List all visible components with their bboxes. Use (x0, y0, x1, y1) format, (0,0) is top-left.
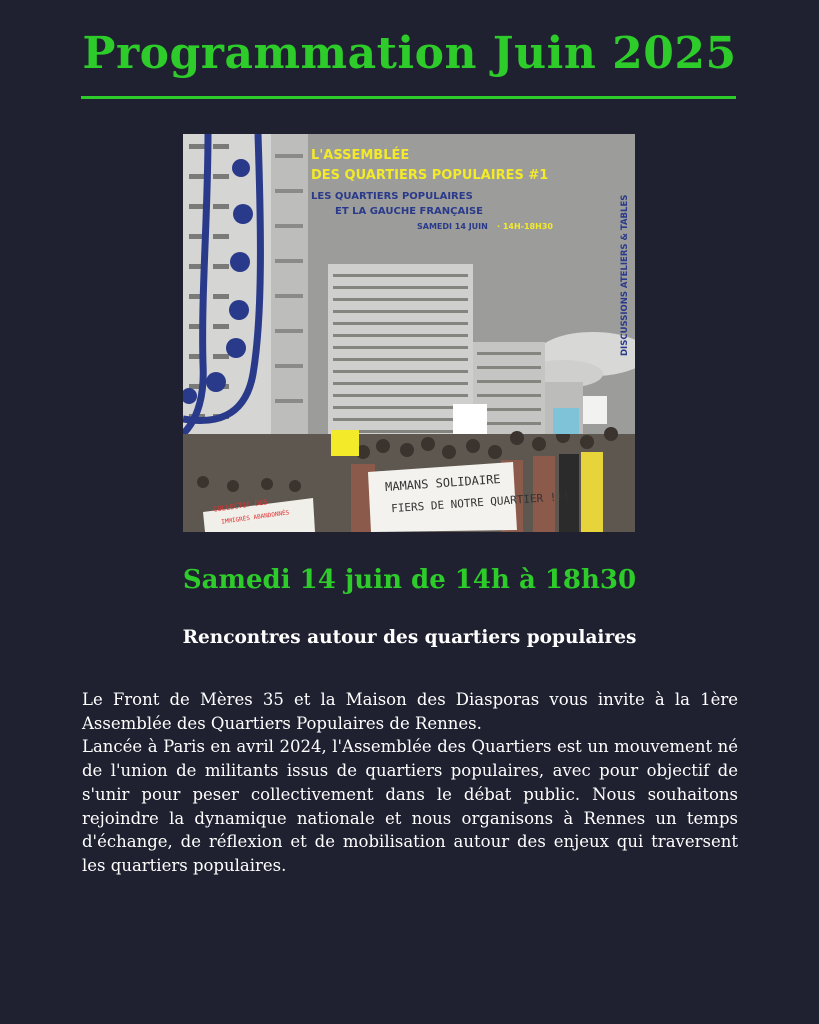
event-description (82, 688, 738, 878)
event-date: Samedi 14 juin de 14h à 18h30 (182, 565, 637, 595)
event-poster-image (183, 134, 635, 532)
poster-sign-line-1: COLLECTIF DES (212, 498, 269, 514)
event-subtitle: Rencontres autour des quartiers populaires (182, 627, 637, 648)
poster-vertical-label: DISCUSSIONS ATELIERS & TABLES (620, 194, 630, 356)
poster-banner-line-1: MAMANS SOLIDAIRE (384, 471, 501, 495)
poster-time-label: · 14H-18H30 (497, 222, 553, 231)
poster-line-4: ET LA GAUCHE FRANÇAISE (335, 206, 483, 217)
description-paragraph-2: Lancée à Paris en avril 2024, l'Assemblée des Quartiers est un mouvement né de l'union de militants issus de quartiers populaires, avec pour objectif de s'unir pour peser collectivement dans le débat public. Nous souhaitons rejoindre la dynamique nationale et nous organisons à Rennes un temps d'échange, de réflexion et de mobilisation autour des enjeux qui traversent les quartiers populaires. (82, 737, 738, 875)
description-paragraph-1: Le Front de Mères 35 et la Maison des Diasporas vous invite à la 1ère Assemblée des Quartiers Populaires de Rennes. (82, 690, 738, 733)
poster-date-label: SAMEDI 14 JUIN (417, 222, 488, 231)
title-divider (81, 96, 736, 99)
poster-banner-line-2: FIERS DE NOTRE QUARTIER !!! (390, 489, 571, 516)
poster-line-1: L'ASSEMBLÉE (311, 148, 410, 163)
poster-line-3: LES QUARTIERS POPULAIRES (311, 191, 473, 202)
page-title: Programmation Juin 2025 (82, 28, 737, 79)
poster-sign-line-2: IMMIGRÉS ABANDONNÉS (220, 509, 290, 526)
poster-line-2: DES QUARTIERS POPULAIRES #1 (311, 168, 549, 183)
